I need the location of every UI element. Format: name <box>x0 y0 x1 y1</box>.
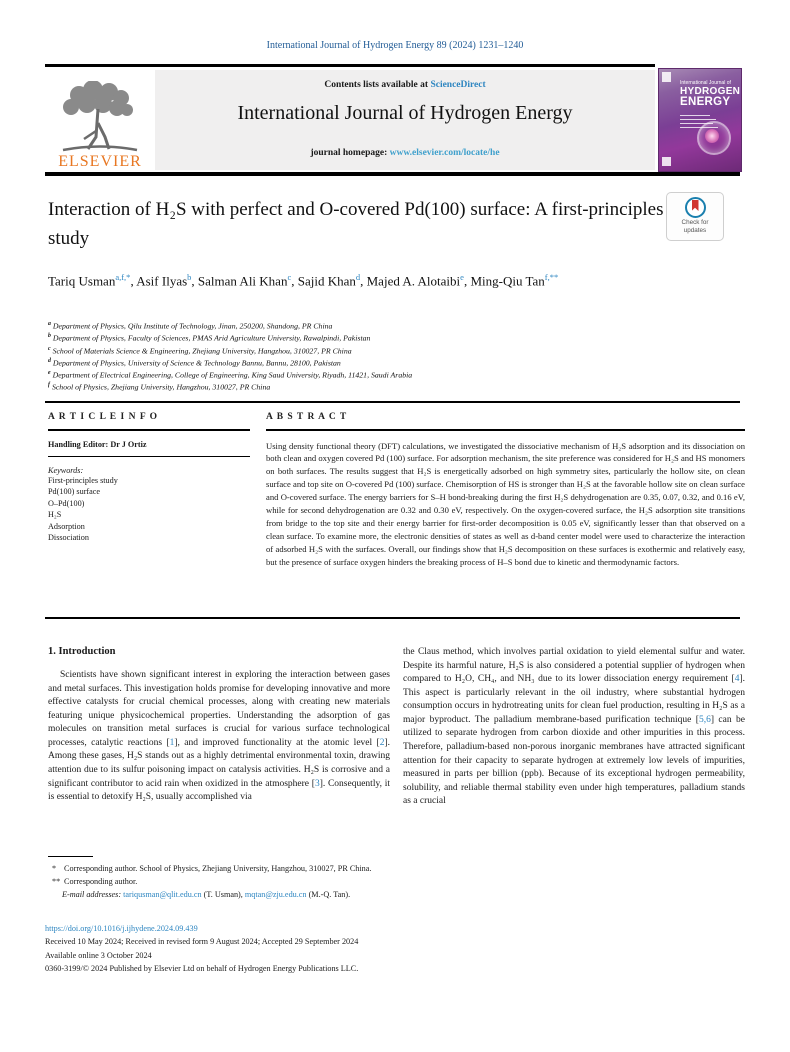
author-affil-marks: d <box>355 272 361 282</box>
affiliation-row <box>48 320 708 332</box>
author-separator: , <box>463 273 471 289</box>
check-for-updates-badge[interactable] <box>666 192 724 241</box>
masthead-top-rule <box>45 64 655 67</box>
abstract-heading: A B S T R A C T <box>266 412 348 422</box>
copyright-line: 0360-3199/© 2024 Published by Elsevier Ltd on behalf of Hydrogen Energy Publications LLC. <box>45 963 359 973</box>
affiliation-mark: d <box>48 357 51 364</box>
keyword-item: Pd(100) surface <box>48 487 101 497</box>
author-name: Majed A. Alotaibi <box>366 273 461 289</box>
citation-ref[interactable]: 3 <box>314 778 320 789</box>
journal-homepage-link[interactable]: www.elsevier.com/locate/he <box>389 148 500 158</box>
journal-banner <box>155 70 655 170</box>
intro-left-column <box>48 646 390 809</box>
available-online-line: Available online 3 October 2024 <box>45 950 152 960</box>
affiliation-text: Department of Electrical Engineering, College of Engineering, King Saud University, Riyadh, 11421, Saudi Arabia <box>52 370 413 380</box>
author-name: Tariq Usman <box>48 273 116 289</box>
doi-link[interactable]: https://doi.org/10.1016/j.ijhydene.2024.09.439 <box>45 924 198 933</box>
affiliation-mark: e <box>48 370 51 377</box>
contents-prefix: Contents lists available at <box>324 80 431 90</box>
footnote-block <box>48 856 708 901</box>
masthead-bottom-rule <box>45 172 740 176</box>
journal-cover-thumbnail[interactable] <box>658 68 742 172</box>
publication-info-block <box>45 922 725 975</box>
check-badge-line2: updates <box>683 226 707 234</box>
keywords-divider-rule <box>48 456 250 458</box>
cover-publisher-mark-bottom <box>662 157 671 166</box>
sciencedirect-link[interactable]: ScienceDirect <box>430 80 486 90</box>
cover-text-line <box>680 115 710 116</box>
crossmark-bookmark-icon <box>692 200 699 211</box>
affiliation-text: School of Physics, Zhejiang University, Hangzhou, 310027, PR China <box>51 383 271 392</box>
cover-journal-label: International Journal of <box>680 80 731 86</box>
article-info-rule <box>48 429 250 431</box>
author-name: Asif Ilyas <box>136 273 188 289</box>
citation-ref[interactable]: 1 <box>169 737 175 748</box>
keyword-item: H₂S <box>48 510 62 520</box>
footnote-marker: ** <box>52 877 61 887</box>
affiliation-row <box>48 332 708 344</box>
author-affil-marks: e <box>460 272 464 282</box>
abstract-column <box>266 412 745 568</box>
intro-paragraph-left: Scientists have shown significant interest in exploring the interaction between gases and metal surfaces. This investigation holds promise for developing innovative and more effective catalysts for crucial chemical processes, along with creating new materials featuring unique physicochemical properties. Understanding the adsorption of gas molecules on transition metal surfaces is crucial for various surface technological processes, catalytic reactions [1], and improved functionality at the atomic level [2]. Among these gases, H₂S stands out as a highly detrimental environmental toxin, drawing attention due to its sulfur poisoning impact on catalysis activities. H₂S is corrosive and a significant contributor to acid rain when oxidized in the atmosphere [3]. Consequently, it is essential to detoxify H₂S, usually accomplished via <box>48 670 390 803</box>
author-name: Ming-Qiu Tan <box>470 273 545 289</box>
elsevier-logo <box>45 70 155 170</box>
email-suffix: (M.-Q. Tan). <box>306 890 351 900</box>
cover-title-word1: HYDROGEN <box>680 86 741 97</box>
email-label: E-mail addresses: <box>62 890 122 900</box>
check-badge-line1: Check for <box>681 219 709 226</box>
keyword-item: First-principles study <box>48 476 118 485</box>
introduction-section <box>48 646 745 809</box>
affiliation-text: Department of Physics, Faculty of Sciences, PMAS Arid Agriculture University, Rawalpindi, Pakistan <box>52 333 371 343</box>
abstract-bottom-rule <box>45 617 740 619</box>
affiliation-row <box>48 369 708 381</box>
keyword-item: O–Pd(100) <box>48 498 85 508</box>
citation-ref[interactable]: 2 <box>379 737 385 748</box>
article-info-heading: A R T I C L E I N F O <box>48 412 159 422</box>
author-separator: , <box>130 273 137 289</box>
journal-masthead <box>45 70 655 170</box>
received-dates-line: Received 10 May 2024; Received in revised form 9 August 2024; Accepted 29 September 2024 <box>45 937 359 947</box>
author-affil-marks: c <box>287 272 292 282</box>
affiliation-mark: a <box>48 321 51 327</box>
citation-ref[interactable]: 4 <box>734 674 740 685</box>
keywords-label: Keywords: <box>48 466 84 475</box>
section-divider-rule <box>45 401 740 403</box>
crossmark-icon <box>685 197 706 218</box>
keyword-item: Adsorption <box>48 521 85 531</box>
affiliation-text: Department of Physics, University of Science & Technology Bannu, Bannu, 28100, Pakistan <box>52 358 341 368</box>
author-affil-marks: a,f,* <box>115 272 131 282</box>
affiliation-row <box>48 381 708 393</box>
author-affil-marks: b <box>187 272 192 282</box>
author-separator: , <box>360 273 367 289</box>
affiliation-mark: f <box>48 382 50 389</box>
affiliation-text: School of Materials Science & Engineering, Zhejiang University, Hangzhou, 310027, PR China <box>52 346 352 356</box>
abstract-text: Using density functional theory (DFT) calculations, we investigated the dissociative mechanism of H₂S adsorption and its dissociation on both clean and oxygen covered Pd (100) surface. For adsorption mechanism, the site preference was considered for H₂S and HS monomers on both surfaces. The results suggest that H₂S is energetically adsorbed on high symmetry sites, particularly the hollow site, on clean surface and top site on O-covered Pd (100) surface. Chemisorption of HS is stronger than H₂S at the favorable hollow site on clean surface and O-covered surface. The energy barriers for S–H bond-breaking during the first H₂S dehydrogenation are 0.35, 0.07, 0.32, and 0.16 eV, while for second dehydrogenation are 0.32 and 0.30 eV, respectively. On the oxygen-covered surface, the H₂S adsorption site transitions from bridge to the top site and their energy barrier for first-order decomposition is 0.05 eV, significantly lesser than that observed on a clean surface. To examine more, the electronic densities of states as well as d-band center model were used to characterize the interaction of adsorbed H₂S with the surfaces. Overall, our findings show that H₂S decomposition on these surfaces is exothermic and relatively easy, but the presence of surface oxygen hinders the breaking process of H–S bond due to kinetic and thermodynamic factors. <box>266 440 745 567</box>
introduction-heading: 1. Introduction <box>48 646 116 657</box>
email-link-tan[interactable]: mqtan@zju.edu.cn <box>244 890 307 900</box>
corresponding-author-note-2 <box>48 875 708 888</box>
affiliation-mark: b <box>48 333 51 340</box>
abstract-rule <box>266 429 745 431</box>
citation-ref[interactable]: 5,6 <box>698 714 711 725</box>
footnote-rule <box>48 856 93 857</box>
cover-swirl-center <box>705 129 719 143</box>
email-suffix: (T. Usman), <box>201 890 245 900</box>
cover-title-word2: ENERGY <box>680 96 731 108</box>
article-info-column <box>48 412 250 568</box>
paper-title: Interaction of H₂S with perfect and O-covered Pd(100) surface: A first-principles study <box>48 199 664 249</box>
email-link-usman[interactable]: tariqusman@qlit.edu.cn <box>123 890 202 900</box>
author-separator: , <box>191 273 198 289</box>
cover-publisher-mark-top <box>662 72 671 82</box>
intro-paragraph-right: the Claus method, which involves partial oxidation to yield elemental sulfur and water. Despite its harmful nature, H₂S is also considered a potential supplier of hydrogen when compared to H₂O, CH₄, and NH₃ due to its lower dissociation energy requirement [4]. This aspect is particularly relevant in the oil industry, where substantial hydrogen consumption occurs in hydrotreating units for clean fuel production, resulting in H₂S as a major byproduct. The palladium membrane-based purification technique [5,6] can be utilized to separate hydrogen from carbon dioxide and other impurities in this process. Therefore, palladium-based non-porous inorganic membranes have attracted significant attention for their capacity to separate hydrogen at extremely low levels of impurities, measured in parts per billion (ppb). Because of its exceptional hydrogen permeability, solubility, and reliable thermal stability even under high temperatures, palladium stands as a crucial <box>403 647 745 807</box>
author-name: Salman Ali Khan <box>197 273 288 289</box>
intro-right-column <box>403 646 745 809</box>
affiliation-text: Department of Physics, Qilu Institute of Technology, Jinan, 250200, Shandong, PR China <box>52 321 333 331</box>
keyword-item: Dissociation <box>48 533 89 543</box>
email-addresses-line <box>48 888 708 901</box>
homepage-prefix: journal homepage: <box>310 148 390 158</box>
footnote-text: Corresponding author. <box>64 877 138 887</box>
footnote-marker: * <box>52 864 57 873</box>
affiliation-list <box>48 320 708 394</box>
author-name: Sajid Khan <box>297 273 356 289</box>
author-separator: , <box>291 273 298 289</box>
corresponding-author-note-1 <box>48 862 708 875</box>
elsevier-wordmark: ELSEVIER <box>58 153 142 170</box>
author-affil-marks: f,** <box>544 272 559 282</box>
affiliation-row <box>48 357 708 369</box>
elsevier-tree-icon <box>57 81 143 153</box>
handling-editor-line: Handling Editor: Dr J Ortiz <box>48 439 147 449</box>
journal-title: International Journal of Hydrogen Energy <box>237 102 573 124</box>
affiliation-row <box>48 345 708 357</box>
journal-citation-line: International Journal of Hydrogen Energy 89 (2024) 1231–1240 <box>266 40 524 51</box>
affiliation-mark: c <box>48 345 51 352</box>
info-abstract-block <box>48 412 745 568</box>
footnote-text: Corresponding author. School of Physics, Zhejiang University, Hangzhou, 310027, PR China. <box>64 864 372 873</box>
journal-homepage-line <box>155 148 655 158</box>
contents-lists-line <box>155 80 655 90</box>
author-list <box>48 271 648 292</box>
